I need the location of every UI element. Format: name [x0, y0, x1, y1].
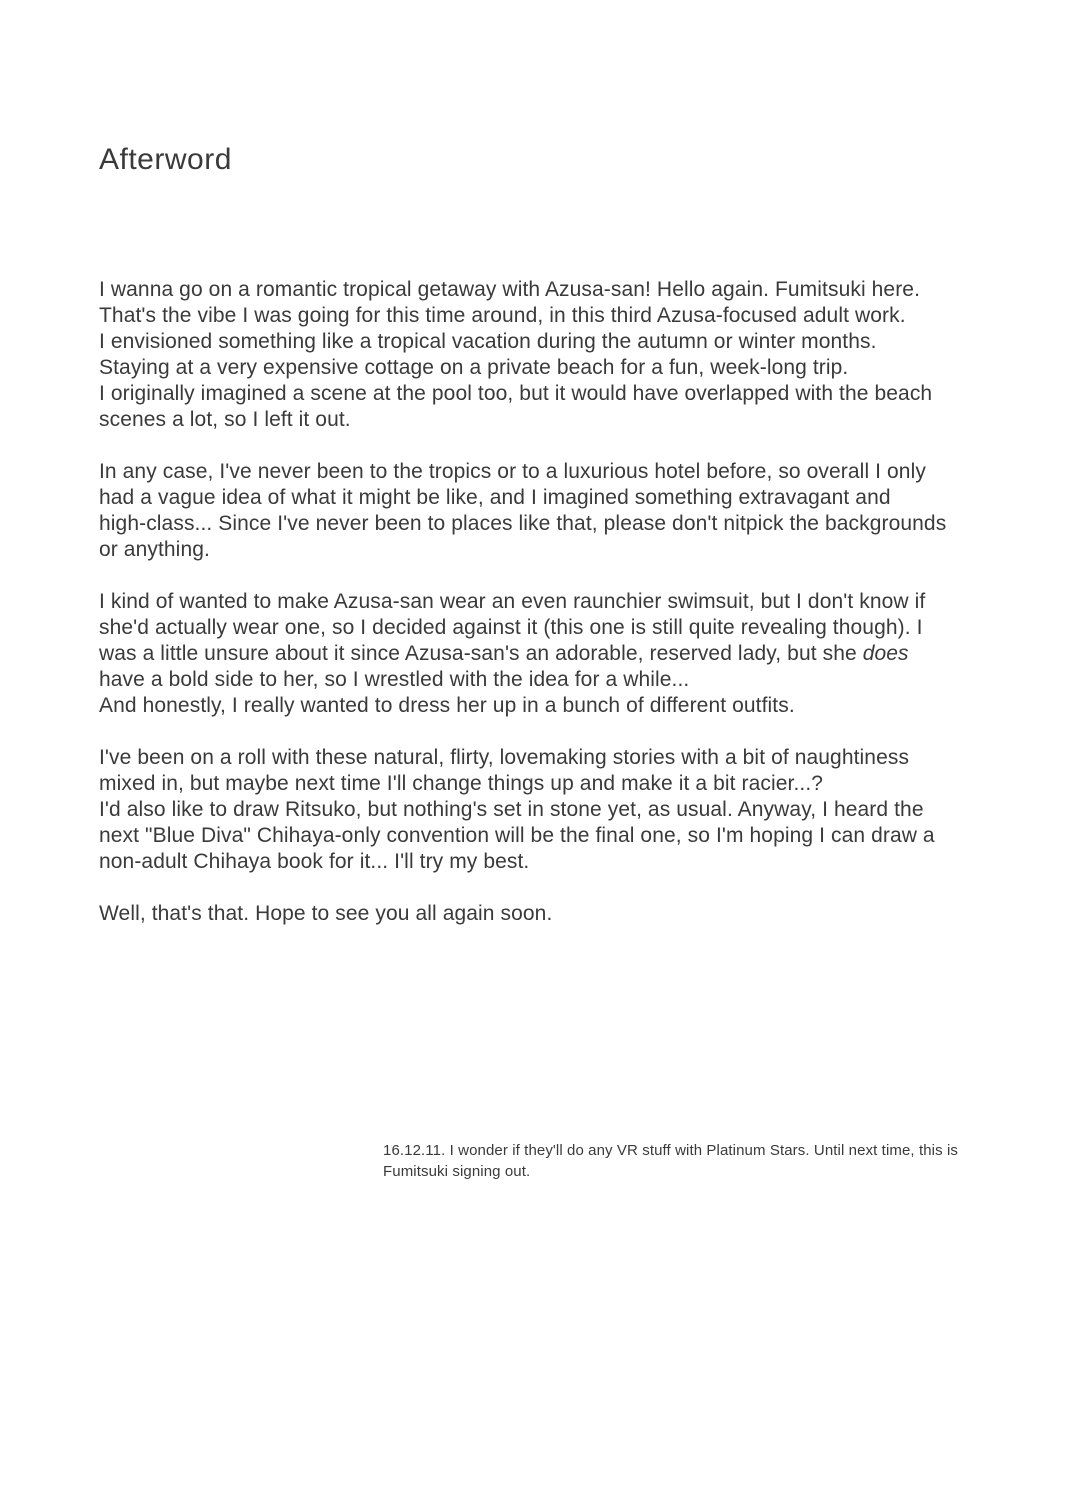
text-line: high-class... Since I've never been to places like that, please don't nitpick the backgrounds: [99, 512, 947, 535]
text-line: I wanna go on a romantic tropical getaway with Azusa-san! Hello again. Fumitsuki here.: [99, 278, 921, 301]
text-line: I've been on a roll with these natural, flirty, lovemaking stories with a bit of naughtiness: [99, 746, 910, 769]
text-line: I'd also like to draw Ritsuko, but nothing's set in stone yet, as usual. Anyway, I heard the: [99, 798, 924, 821]
text-line: scenes a lot, so I left it out.: [99, 408, 351, 431]
text-line: [99, 641, 1019, 667]
text-line: non-adult Chihaya book for it... I'll try my best.: [99, 850, 530, 873]
paragraph-5: [99, 901, 1019, 927]
paragraph-4: [99, 745, 1019, 875]
footer-note: [383, 1140, 958, 1182]
text-line: I kind of wanted to make Azusa-san wear an even raunchier swimsuit, but I don't know if: [99, 590, 926, 613]
paragraph-1: [99, 277, 1019, 433]
text-line: mixed in, but maybe next time I'll change things up and make it a bit racier...?: [99, 772, 824, 795]
text-line: And honestly, I really wanted to dress her up in a bunch of different outfits.: [99, 694, 795, 717]
footer-line: Fumitsuki signing out.: [383, 1163, 531, 1180]
body-text: [99, 277, 1019, 927]
text-line: In any case, I've never been to the tropics or to a luxurious hotel before, so overall I only: [99, 460, 926, 483]
text-line: Staying at a very expensive cottage on a private beach for a fun, week-long trip.: [99, 356, 849, 379]
text-line: next "Blue Diva" Chihaya-only convention will be the final one, so I'm hoping I can draw a: [99, 824, 935, 847]
paragraph-2: [99, 459, 1019, 563]
text-line: had a vague idea of what it might be like, and I imagined something extravagant and: [99, 486, 891, 509]
emphasized-word: does: [862, 642, 909, 665]
footer-line: 16.12.11. I wonder if they'll do any VR stuff with Platinum Stars. Until next time, this is: [383, 1142, 958, 1159]
text-line: I originally imagined a scene at the pool too, but it would have overlapped with the beach: [99, 382, 933, 405]
text-line: That's the vibe I was going for this time around, in this third Azusa-focused adult work.: [99, 304, 906, 327]
text-line: have a bold side to her, so I wrestled with the idea for a while...: [99, 668, 690, 691]
text-line: Well, that's that. Hope to see you all again soon.: [99, 902, 553, 925]
page-title: Afterword: [99, 143, 232, 176]
paragraph-3: [99, 589, 1019, 719]
text-line: I envisioned something like a tropical vacation during the autumn or winter months.: [99, 330, 877, 353]
text-line: she'd actually wear one, so I decided against it (this one is still quite revealing though). I: [99, 616, 923, 639]
text-line: or anything.: [99, 538, 210, 561]
text-segment: was a little unsure about it since Azusa-san's an adorable, reserved lady, but she: [99, 642, 863, 665]
